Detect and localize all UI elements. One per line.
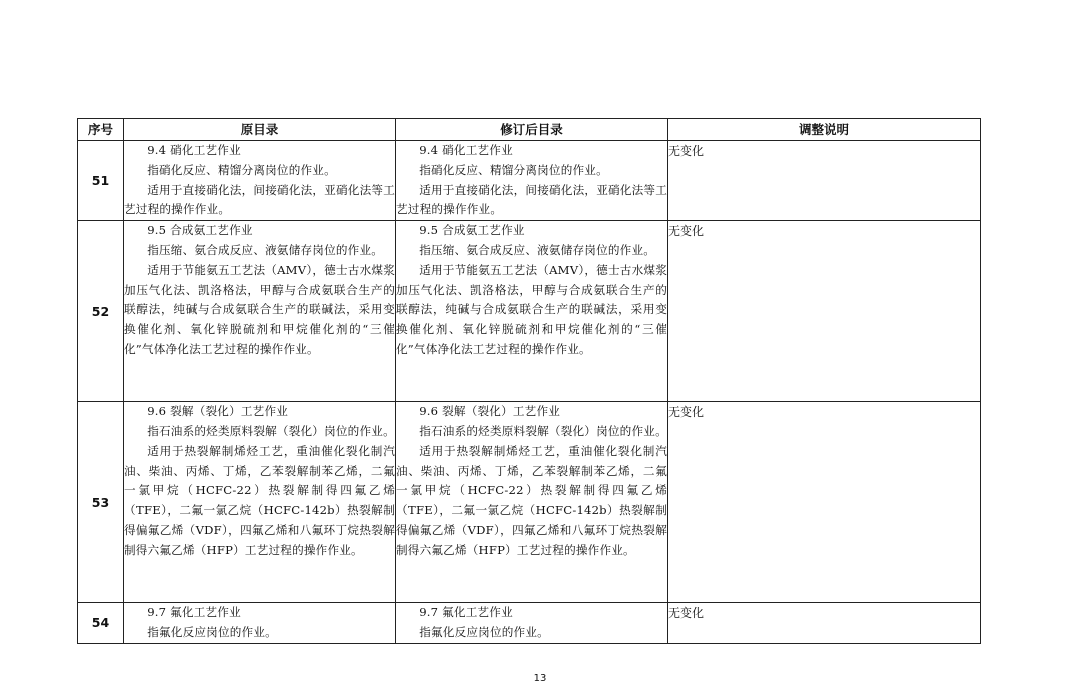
entry-text: 指氟化反应岗位的作业。 xyxy=(147,624,277,639)
entry-text: 指硝化反应、精馏分离岗位的作业。 xyxy=(419,162,608,177)
adjustment-note: 无变化 xyxy=(668,221,981,402)
entry-text: 指硝化反应、精馏分离岗位的作业。 xyxy=(147,162,336,177)
header-revised: 修订后目录 xyxy=(396,119,668,141)
revised-entry xyxy=(396,141,668,221)
entry-text: 适用于节能氨五工艺法（AMV），德士古水煤浆加压气化法、凯洛格法，甲醇与合成氨联合生产的联醇法，纯碱与合成氨联合生产的联碱法，采用变换催化剂、氧化锌脱硫剂和甲烷催化剂的“三催化”气体净化法工艺过程的操作作业。 xyxy=(124,262,395,356)
table-header-row xyxy=(78,119,981,141)
entry-title: 9.7 氟化工艺作业 xyxy=(419,605,513,620)
entry-text: 适用于热裂解制烯烃工艺，重油催化裂化制汽油、柴油、丙烯、丁烯，乙苯裂解制苯乙烯，二氟一氯甲烷（HCFC-22）热裂解制得四氟乙烯（TFE），二氟一氯乙烷（HCFC-142b）热裂解制得偏氟乙烯（VDF），四氟乙烯和八氟环丁烷热裂解制得六氟乙烯（HFP）工艺过程的操作作业。 xyxy=(396,443,667,557)
original-entry xyxy=(124,603,396,644)
catalog-comparison-table xyxy=(77,118,981,644)
revised-entry xyxy=(396,221,668,402)
entry-text: 指压缩、氨合成反应、液氨储存岗位的作业。 xyxy=(419,242,656,257)
original-entry xyxy=(124,402,396,603)
entry-title: 9.6 裂解（裂化）工艺作业 xyxy=(419,404,561,419)
entry-title: 9.4 硝化工艺作业 xyxy=(419,143,513,157)
original-entry xyxy=(124,141,396,221)
entry-text: 适用于直接硝化法，间接硝化法，亚硝化法等工艺过程的操作作业。 xyxy=(396,182,667,217)
entry-title: 9.7 氟化工艺作业 xyxy=(147,605,241,620)
revised-entry xyxy=(396,603,668,644)
table-row xyxy=(78,402,981,603)
adjustment-note: 无变化 xyxy=(668,141,981,221)
entry-title: 9.5 合成氨工艺作业 xyxy=(419,223,525,238)
entry-text: 适用于节能氨五工艺法（AMV），德士古水煤浆加压气化法、凯洛格法，甲醇与合成氨联合生产的联醇法，纯碱与合成氨联合生产的联碱法，采用变换催化剂、氧化锌脱硫剂和甲烷催化剂的“三催化”气体净化法工艺过程的操作作业。 xyxy=(396,262,667,356)
entry-title: 9.5 合成氨工艺作业 xyxy=(147,223,253,238)
table-row xyxy=(78,221,981,402)
revised-entry xyxy=(396,402,668,603)
header-seq: 序号 xyxy=(78,119,124,141)
row-number: 53 xyxy=(78,402,124,603)
adjustment-note: 无变化 xyxy=(668,402,981,603)
entry-text: 指氟化反应岗位的作业。 xyxy=(419,624,549,639)
entry-title: 9.4 硝化工艺作业 xyxy=(147,143,241,157)
row-number: 51 xyxy=(78,141,124,221)
entry-text: 适用于热裂解制烯烃工艺，重油催化裂化制汽油、柴油、丙烯、丁烯，乙苯裂解制苯乙烯，二氟一氯甲烷（HCFC-22）热裂解制得四氟乙烯（TFE），二氟一氯乙烷（HCFC-142b）热裂解制得偏氟乙烯（VDF），四氟乙烯和八氟环丁烷热裂解制得六氟乙烯（HFP）工艺过程的操作作业。 xyxy=(124,443,395,557)
entry-text: 适用于直接硝化法，间接硝化法，亚硝化法等工艺过程的操作作业。 xyxy=(124,182,395,217)
header-note: 调整说明 xyxy=(668,119,981,141)
entry-text: 指石油系的烃类原料裂解（裂化）岗位的作业。 xyxy=(419,423,667,438)
header-original: 原目录 xyxy=(124,119,396,141)
page-number: 13 xyxy=(533,673,547,684)
adjustment-note: 无变化 xyxy=(668,603,981,644)
row-number: 54 xyxy=(78,603,124,644)
original-entry xyxy=(124,221,396,402)
entry-text: 指石油系的烃类原料裂解（裂化）岗位的作业。 xyxy=(147,423,395,438)
entry-text: 指压缩、氨合成反应、液氨储存岗位的作业。 xyxy=(147,242,384,257)
table-row xyxy=(78,603,981,644)
row-number: 52 xyxy=(78,221,124,402)
entry-title: 9.6 裂解（裂化）工艺作业 xyxy=(147,404,289,419)
table-row xyxy=(78,141,981,221)
